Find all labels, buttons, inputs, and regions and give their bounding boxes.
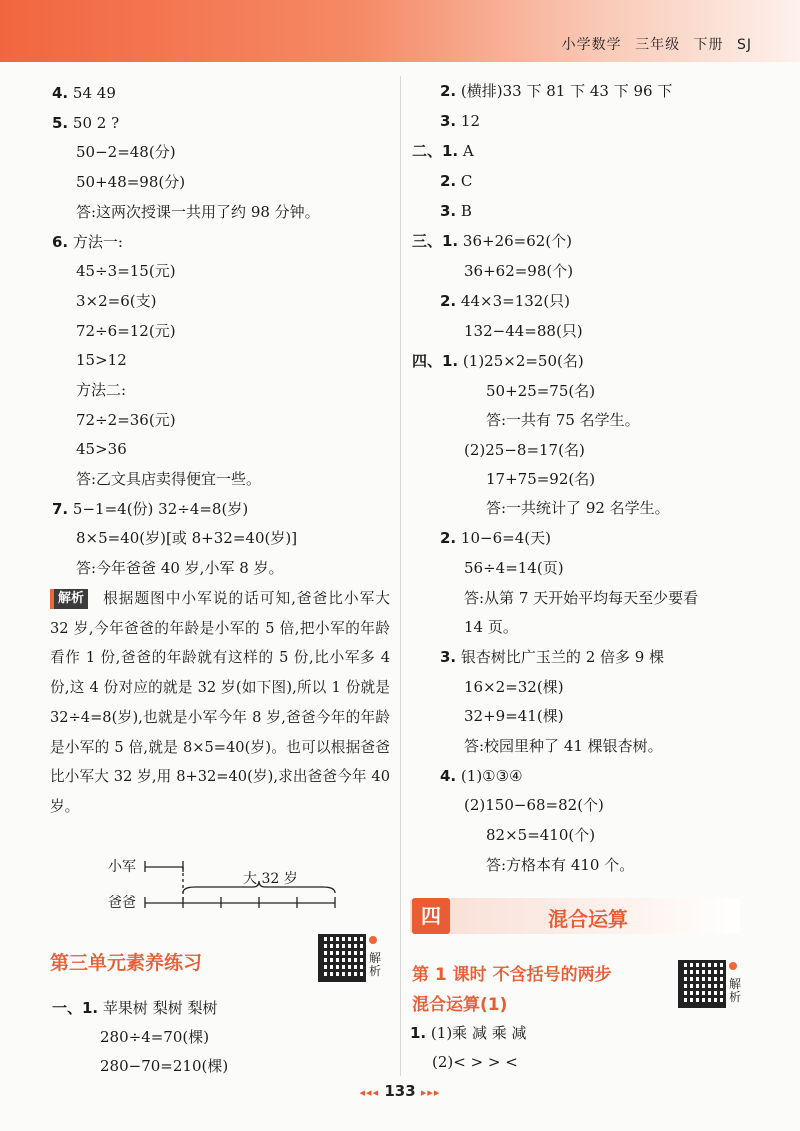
answer-line: 50−2=48(分) xyxy=(76,143,176,161)
answer-line: 50+48=98(分) xyxy=(76,173,186,191)
answer-line: 答:校园里种了 41 棵银杏树。 xyxy=(464,737,663,755)
answer-line: 32+9=41(棵) xyxy=(464,707,564,725)
qr-code-icon[interactable] xyxy=(318,934,366,982)
unit-title: 第三单元素养练习 xyxy=(50,952,203,974)
answer-line: 3. B xyxy=(440,202,472,220)
chapter-number: 四 xyxy=(412,898,450,934)
answer-line: 17+75=92(名) xyxy=(486,470,596,488)
answer-line: 56÷4=14(页) xyxy=(464,559,564,577)
qr-dot-icon xyxy=(369,936,377,944)
right-arrows-icon: ▸▸▸ xyxy=(420,1086,441,1099)
lesson-title-line1: 第 1 课时 不含括号的两步 xyxy=(412,965,612,985)
answer-line: 2. 10−6=4(天) xyxy=(440,529,551,547)
qr-dot-icon xyxy=(729,962,737,970)
answer-line: 四、1. (1)25×2=50(名) xyxy=(412,352,584,370)
qr-code-icon[interactable] xyxy=(678,960,726,1008)
answer-line: 答:这两次授课一共用了约 98 分钟。 xyxy=(76,203,320,221)
answer-line: (2)150−68=82(个) xyxy=(464,796,604,814)
answer-line: 8×5=40(岁)[或 8+32=40(岁)] xyxy=(76,529,298,547)
page-number: 133 xyxy=(384,1082,416,1100)
answer-line: 一、1. 苹果树 梨树 梨树 xyxy=(52,999,218,1017)
answer-line: 5. 50 2 ? xyxy=(52,114,120,132)
answer-line: 15>12 xyxy=(76,351,127,369)
answer-line: 答:一共统计了 92 名学生。 xyxy=(486,499,670,517)
diagram-label-baba: 爸爸 xyxy=(108,895,136,911)
answer-line: 答:一共有 75 名学生。 xyxy=(486,411,640,429)
answer-line: 4. (1)①③④ xyxy=(440,767,523,785)
answer-line: 答:方格本有 410 个。 xyxy=(486,856,635,874)
answer-line: 三、1. 36+26=62(个) xyxy=(412,232,573,250)
answer-line: 132−44=88(只) xyxy=(464,322,583,340)
answer-line: 36+62=98(个) xyxy=(464,262,574,280)
answer-line: 7. 5−1=4(份) 32÷4=8(岁) xyxy=(52,500,249,518)
answer-line: 280−70=210(棵) xyxy=(100,1057,229,1075)
header-book-info: 小学数学 三年级 下册 SJ xyxy=(561,37,752,53)
answer-line: (2)25−8=17(名) xyxy=(464,441,585,459)
answer-line: 72÷6=12(元) xyxy=(76,322,176,340)
answer-line: 答:从第 7 天开始平均每天至少要看 xyxy=(464,589,699,607)
diagram-label-xiaojun: 小军 xyxy=(108,859,136,875)
explanation-text: 根据题图中小军说的话可知,爸爸比小军大 32 岁,今年爸爸的年龄是小军的 5 倍,把小军的年龄看作 1 份,爸爸的年龄就有这样的 5 份,比小军多 4 份,这 4 份对应的就是 32 岁(如下图),所以 1 份就是 32÷4=8(岁),也就是小军今年 8 岁,爸爸今年的年龄是小军的 5 倍,就是 8×5=40(岁)。也可以根据爸爸比小军大 32 岁,用 8+32=40(岁),求出爸爸今年 40 岁。 xyxy=(50,590,390,815)
answer-line: 3×2=6(支) xyxy=(76,292,157,310)
answer-line: 50+25=75(名) xyxy=(486,382,596,400)
answer-line: 280÷4=70(棵) xyxy=(100,1028,210,1046)
answer-line: 45÷3=15(元) xyxy=(76,262,176,280)
answer-line: 答:乙文具店卖得便宜一些。 xyxy=(76,470,262,488)
answer-line: 2. C xyxy=(440,172,473,190)
qr-label: 解析 xyxy=(369,951,382,978)
answer-line: 2. 44×3=132(只) xyxy=(440,292,571,310)
lesson-title-line2: 混合运算(1) xyxy=(412,995,508,1015)
chapter-title: 混合运算 xyxy=(548,907,628,931)
answer-line: 16×2=32(棵) xyxy=(464,678,564,696)
answer-line: 72÷2=36(元) xyxy=(76,411,176,429)
answer-line: 45>36 xyxy=(76,440,127,458)
page-footer xyxy=(0,1082,800,1100)
answer-line: 3. 银杏树比广玉兰的 2 倍多 9 棵 xyxy=(440,648,665,666)
answer-line: 14 页。 xyxy=(464,618,518,636)
left-arrows-icon: ◂◂◂ xyxy=(359,1086,380,1099)
qr-label: 解析 xyxy=(729,977,742,1004)
answer-line: 二、1. A xyxy=(412,142,474,160)
diagram-label-difference: 大 32 岁 xyxy=(243,871,298,887)
answer-line: (2)< > > < xyxy=(432,1053,518,1071)
answer-line: 82×5=410(个) xyxy=(486,826,596,844)
answer-line: 答:今年爸爸 40 岁,小军 8 岁。 xyxy=(76,559,284,577)
answer-line: 2. (横排)33 下 81 下 43 下 96 下 xyxy=(440,82,673,100)
answer-line: 3. 12 xyxy=(440,112,481,130)
explanation-tag: 解析 xyxy=(50,589,88,609)
answer-line: 4. 54 49 xyxy=(52,84,116,102)
answer-line: 方法二: xyxy=(76,381,127,399)
answer-line: 6. 方法一: xyxy=(52,233,123,251)
answer-line: 1. (1)乘 减 乘 减 xyxy=(410,1024,527,1042)
